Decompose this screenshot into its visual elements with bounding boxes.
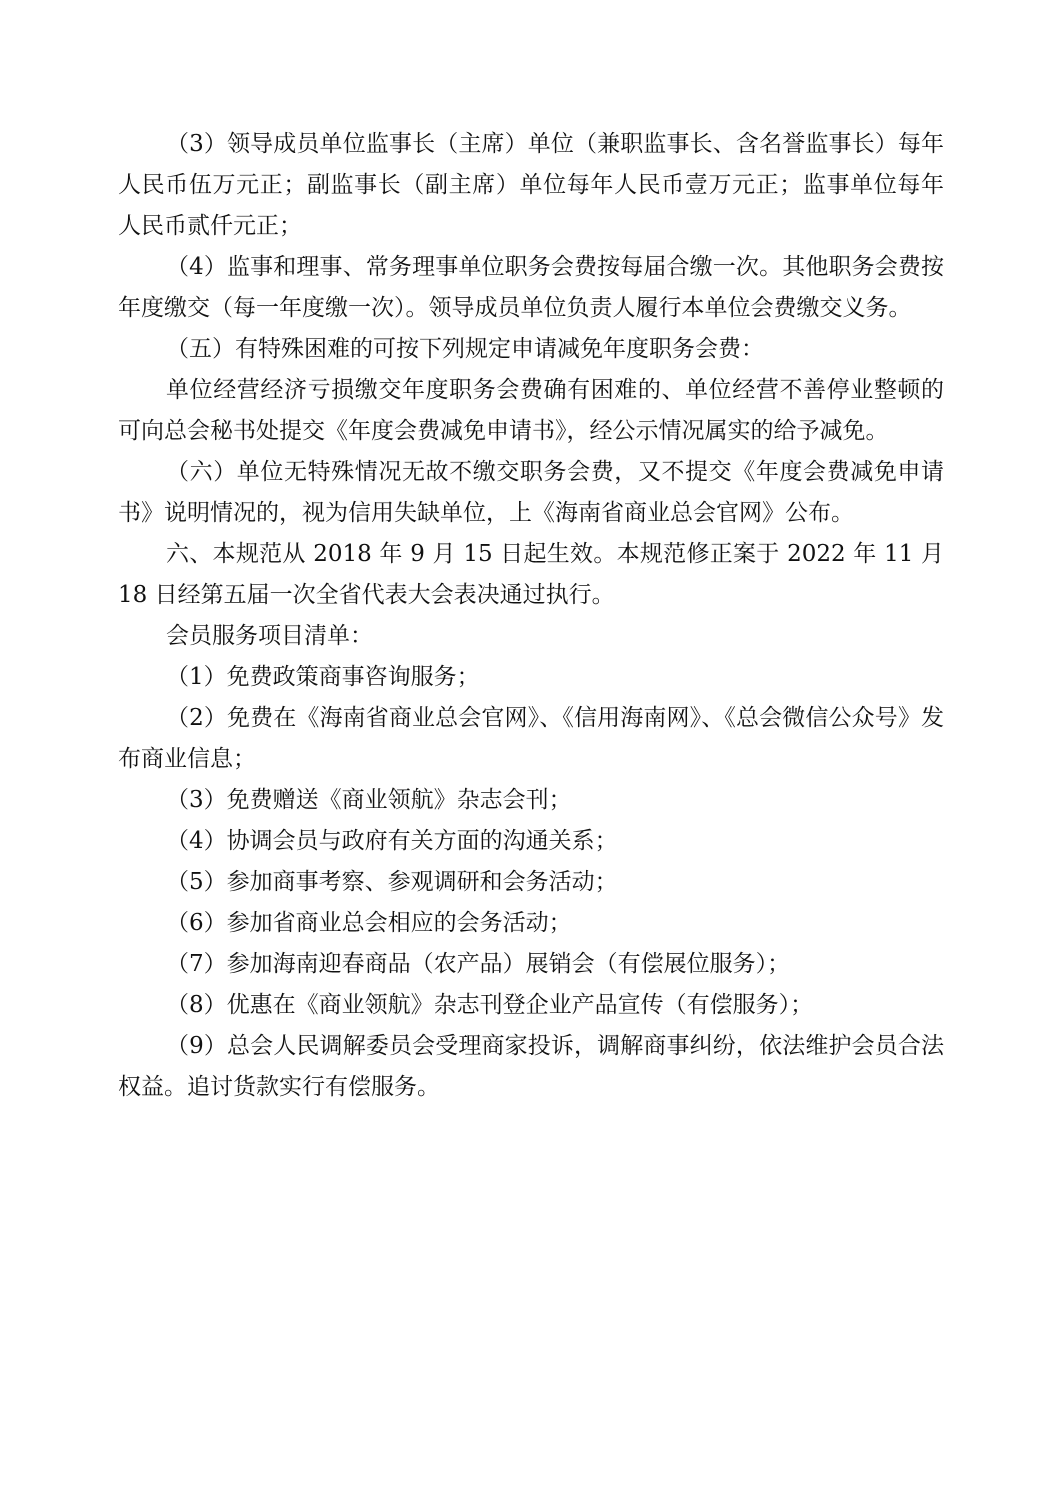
list-item-service-8: （8）优惠在《商业领航》杂志刊登企业产品宣传（有偿服务）； [166,992,814,1018]
list-item-service-5: （5）参加商事考察、参观调研和会务活动； [166,869,618,895]
list-item-service-6: （6）参加省商业总会相应的会务活动； [166,910,572,936]
list-item-service-2: （2）免费在《海南省商业总会官网》、《信用海南网》、《总会微信公众号》发布商业信息； [118,705,944,772]
list-item-service-4: （4）协调会员与政府有关方面的沟通关系； [166,828,618,854]
paragraph-non-payment: （六）单位无特殊情况无故不缴交职务会费，又不提交《年度会费减免申请书》说明情况的，视为信用失缺单位，上《海南省商业总会官网》公布。 [118,459,944,526]
paragraph-effective-date: 六、本规范从 2018 年 9 月 15 日起生效。本规范修正案于 2022 年 11 月 18 日经第五届一次全省代表大会表决通过执行。 [118,541,944,608]
list-item-service-3: （3）免费赠送《商业领航》杂志会刊； [166,787,572,813]
document-body [118,124,944,1108]
list-item-service-1: （1）免费政策商事咨询服务； [166,664,480,690]
paragraph-service-list-heading: 会员服务项目清单： [166,623,373,649]
paragraph-fee-reduction-conditions: 单位经营经济亏损缴交年度职务会费确有困难的、单位经营不善停业整顿的可向总会秘书处提交《年度会费减免申请书》，经公示情况属实的给予减免。 [118,377,944,444]
list-item-service-7: （7）参加海南迎春商品（农产品）展销会（有偿展位服务）； [166,951,791,977]
paragraph-supervisor-fees: （3）领导成员单位监事长（主席）单位（兼职监事长、含名誉监事长）每年人民币伍万元正；副监事长（副主席）单位每年人民币壹万元正；监事单位每年人民币贰仟元正； [118,131,944,239]
list-item-service-9: （9）总会人民调解委员会受理商家投诉，调解商事纠纷，依法维护会员合法权益。追讨货款实行有偿服务。 [118,1033,944,1100]
paragraph-fee-reduction-heading: （五）有特殊困难的可按下列规定申请减免年度职务会费： [166,336,764,362]
paragraph-fee-payment-terms: （4）监事和理事、常务理事单位职务会费按每届合缴一次。其他职务会费按年度缴交（每一年度缴一次）。领导成员单位负责人履行本单位会费缴交义务。 [118,254,944,321]
